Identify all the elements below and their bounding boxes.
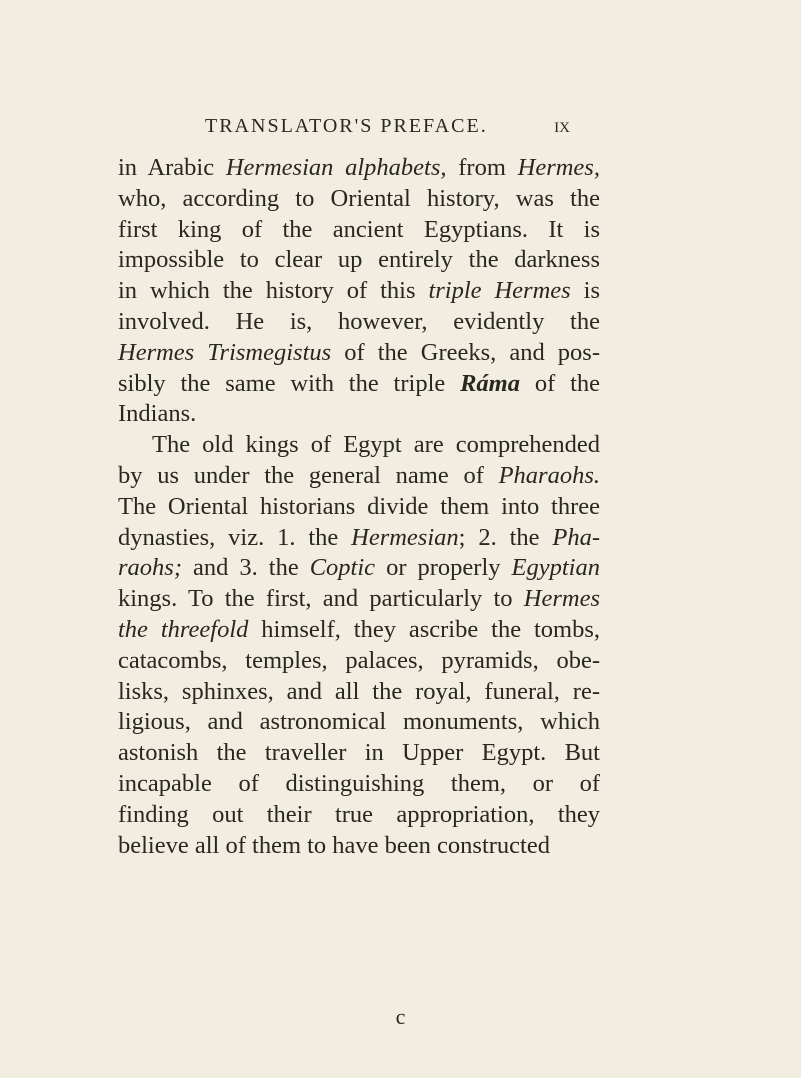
text-line bbox=[118, 553, 600, 584]
text-segment: The Oriental historians divide them into three bbox=[118, 492, 600, 520]
text-line bbox=[118, 461, 600, 492]
text-line bbox=[118, 523, 600, 554]
paragraph bbox=[118, 153, 600, 430]
text-line bbox=[118, 276, 600, 307]
text-line bbox=[118, 800, 600, 831]
running-title: TRANSLATOR'S PREFACE. bbox=[205, 115, 488, 137]
text-line bbox=[118, 584, 600, 615]
text-segment: Hermes Trismegistus bbox=[118, 338, 332, 366]
text-line bbox=[118, 338, 600, 369]
text-segment: impossible to clear up entirely the darkness bbox=[118, 246, 600, 274]
text-segment: or properly bbox=[375, 554, 512, 582]
text-segment: Hermesian bbox=[351, 523, 459, 551]
text-line bbox=[118, 430, 600, 461]
text-segment: first king of the ancient Egyptians. It is bbox=[118, 215, 600, 243]
text-segment: dynasties, viz. 1. the bbox=[118, 523, 352, 551]
text-segment: Hermesian alphabets, bbox=[225, 154, 447, 181]
text-segment: Indians. bbox=[118, 400, 197, 428]
page-number: ix bbox=[554, 112, 570, 137]
text-segment: and 3. the bbox=[181, 554, 310, 582]
text-segment: astonish the traveller in Upper Egypt. But bbox=[118, 739, 600, 767]
text-segment: kings. To the first, and particularly to bbox=[118, 585, 524, 613]
text-line bbox=[118, 677, 600, 708]
text-line bbox=[118, 615, 600, 646]
paragraph bbox=[118, 430, 600, 861]
text-line bbox=[118, 646, 600, 677]
text-line bbox=[118, 307, 600, 338]
text-segment: the threefold bbox=[118, 615, 249, 643]
text-segment: Hermes bbox=[523, 585, 600, 613]
text-segment: from bbox=[446, 154, 518, 181]
text-segment: of the bbox=[520, 369, 600, 397]
text-segment: in which the history of this bbox=[118, 277, 429, 305]
text-segment: Hermes, bbox=[517, 154, 600, 181]
text-line bbox=[118, 184, 600, 215]
text-segment: Ráma bbox=[460, 369, 520, 397]
text-segment: Pharaohs. bbox=[498, 461, 600, 489]
text-segment: finding out their true appropriation, they bbox=[118, 800, 600, 828]
text-segment: raohs; bbox=[118, 554, 182, 582]
text-segment: in Arabic bbox=[118, 154, 226, 181]
text-segment: incapable of distinguishing them, or of bbox=[118, 769, 600, 797]
text-segment: himself, they ascribe the tombs, bbox=[248, 615, 600, 643]
body-text bbox=[118, 153, 600, 861]
text-line bbox=[118, 707, 600, 738]
text-segment: sibly the same with the triple bbox=[118, 369, 461, 397]
text-segment: triple Hermes bbox=[428, 277, 571, 305]
text-segment: who, according to Oriental history, was the bbox=[118, 184, 600, 212]
text-segment: Pha- bbox=[552, 523, 600, 551]
text-line bbox=[118, 399, 600, 430]
text-line bbox=[118, 769, 600, 800]
text-segment: by us under the general name of bbox=[118, 461, 499, 489]
text-segment: Coptic bbox=[309, 554, 376, 582]
text-segment: is bbox=[570, 277, 600, 305]
text-line bbox=[118, 369, 600, 400]
text-segment: lisks, sphinxes, and all the royal, funeral, re- bbox=[118, 677, 600, 705]
text-line bbox=[118, 245, 600, 276]
running-header bbox=[205, 112, 570, 138]
signature-mark: c bbox=[395, 1004, 406, 1029]
text-segment: ligious, and astronomical monuments, which bbox=[118, 708, 600, 736]
text-segment: The old kings of Egypt are comprehended bbox=[152, 431, 600, 459]
text-segment: ; 2. the bbox=[458, 523, 553, 551]
text-line bbox=[118, 738, 600, 769]
text-segment: of the Greeks, and pos- bbox=[331, 338, 600, 366]
text-line bbox=[118, 831, 600, 862]
text-line bbox=[118, 215, 600, 246]
text-segment: involved. He is, however, evidently the bbox=[118, 307, 600, 335]
text-line bbox=[118, 153, 600, 184]
text-segment: Egyptian bbox=[511, 554, 600, 582]
text-line bbox=[118, 492, 600, 523]
text-segment: believe all of them to have been constructed bbox=[118, 831, 550, 859]
text-segment: catacombs, temples, palaces, pyramids, obe- bbox=[118, 646, 600, 674]
